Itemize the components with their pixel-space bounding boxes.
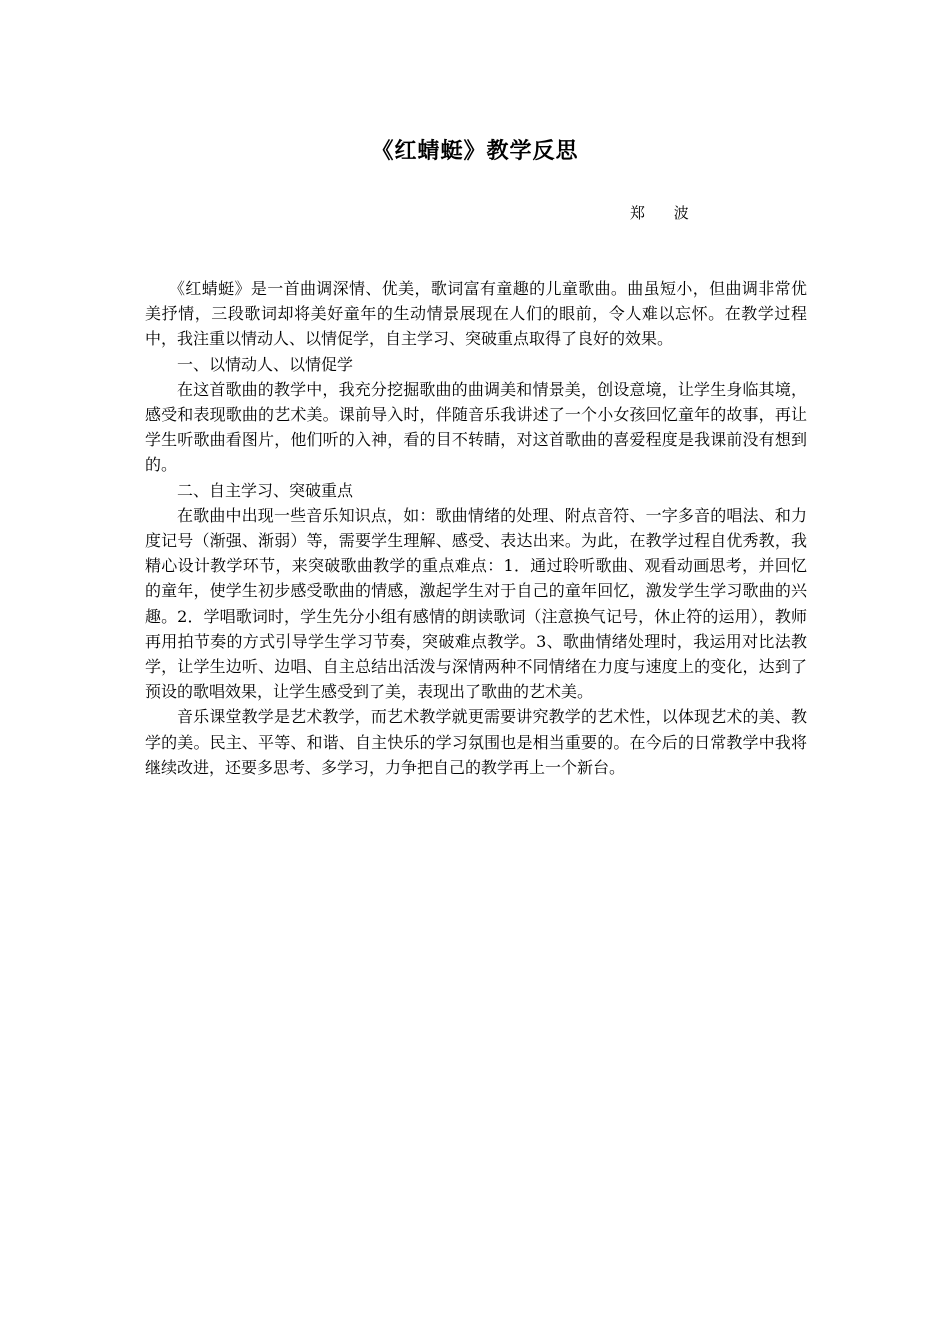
section-2-paragraph: 在歌曲中出现一些音乐知识点，如：歌曲情绪的处理、附点音符、一字多音的唱法、和力度记号（渐强、渐弱）等，需要学生理解、感受、表达出来。为此，在教学过程自优秀教，我精心设计教学环节，来突破歌曲教学的重点难点：1．通过聆听歌曲、观看动画思考，并回忆的童年，使学生初步感受歌曲的情感，激起学生对于自己的童年回忆，激发学生学习歌曲的兴趣。2．学唱歌词时，学生先分小组有感情的朗读歌词（注意换气记号，休止符的运用），教师再用拍节奏的方式引导学生学习节奏，突破难点教学。3、歌曲情绪处理时，我运用对比法教学，让学生边听、边唱、自主总结出活泼与深情两种不同情绪在力度与速度上的变化，达到了预设的歌唱效果，让学生感受到了美，表现出了歌曲的艺术美。 [145,505,807,702]
section-1-paragraph: 在这首歌曲的教学中，我充分挖掘歌曲的曲调美和情景美，创设意境，让学生身临其境，感受和表现歌曲的艺术美。课前导入时，伴随音乐我讲述了一个小女孩回忆童年的故事，再让学生听歌曲看图片，他们听的入神，看的目不转睛，对这首歌曲的喜爱程度是我课前没有想到的。 [145,379,807,475]
section-heading-1: 一、以情动人、以情促学 [177,354,354,374]
intro-paragraph: 《红蜻蜓》是一首曲调深情、优美，歌词富有童趣的儿童歌曲。曲虽短小，但曲调非常优美抒情，三段歌词却将美好童年的生动情景展现在人们的眼前，令人难以忘怀。在教学过程中，我注重以情动人、以情促学，自主学习、突破重点取得了良好的效果。 [145,279,807,349]
section-heading-2: 二、自主学习、突破重点 [177,480,354,500]
conclusion-paragraph: 音乐课堂教学是艺术教学，而艺术教学就更需要讲究教学的艺术性，以体现艺术的美、教学的美。民主、平等、和谐、自主快乐的学习氛围也是相当重要的。在今后的日常教学中我将继续改进，还要多思考、多学习，力争把自己的教学再上一个新台。 [145,707,807,777]
document-author: 郑 波 [630,204,701,222]
document-body [145,276,807,780]
document-title: 《红蜻蜓》教学反思 [371,138,579,164]
